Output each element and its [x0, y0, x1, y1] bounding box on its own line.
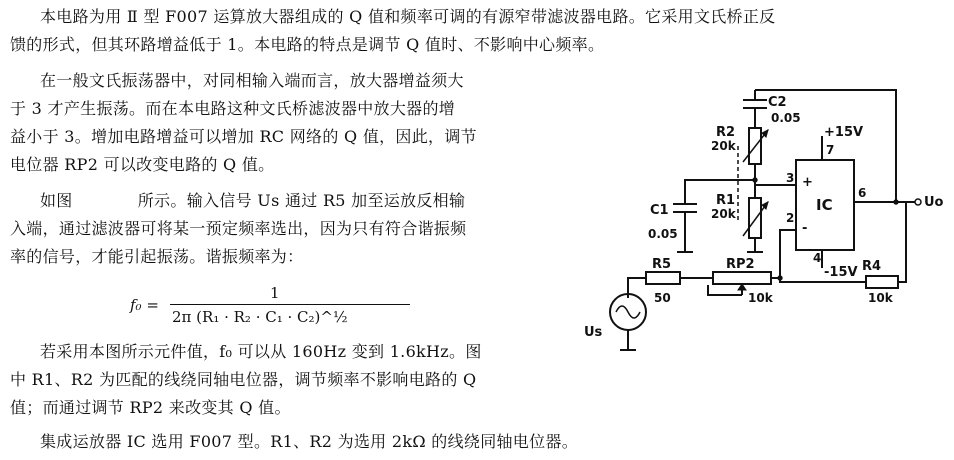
- pin2-label: 2: [786, 211, 795, 225]
- c2-value: 0.05: [771, 111, 801, 125]
- c1-label: C1: [650, 203, 669, 218]
- r4-value: 10k: [868, 291, 893, 305]
- paragraph-intro-line2: 馈的形式，但其环路增益低于 1。本电路的特点是调节 Q 值时、不影响中心频率。: [10, 35, 605, 54]
- formula-numerator: 1: [270, 284, 280, 302]
- vminus-label: -15V: [824, 265, 858, 280]
- pin7-label: 7: [826, 143, 835, 157]
- r1-value: 20k: [711, 207, 736, 221]
- rp2-body: [713, 272, 771, 284]
- r5-value: 50: [654, 291, 671, 305]
- sine-wave-icon: [616, 306, 640, 318]
- pin3-label: 3: [786, 171, 795, 185]
- r4-body: [866, 276, 898, 288]
- r1-body: [749, 198, 761, 238]
- c1-value: 0.05: [648, 227, 678, 241]
- output-terminal-icon: [915, 199, 921, 205]
- r4-label: R4: [862, 259, 882, 274]
- minus-sign: -: [802, 221, 808, 236]
- rp2-label: RP2: [726, 257, 755, 272]
- paragraph-components-line1: 集成运放器 IC 选用 F007 型。R1、R2 为选用 2kΩ 的线绕同轴电位器。: [40, 432, 578, 451]
- paragraph-oscillator-line2: 于 3 才产生振荡。而在本电路这种文氏桥滤波器中放大器的增: [10, 99, 456, 118]
- formula-lhs: f₀ =: [130, 296, 159, 314]
- r2-value: 20k: [711, 139, 736, 153]
- formula-fraction-bar: [170, 304, 410, 305]
- plus-sign: +: [802, 175, 813, 190]
- r2-label: R2: [716, 125, 736, 140]
- paragraph-values-line2: 中 R1、R2 为匹配的线绕同轴电位器，调节频率不影响电路的 Q: [10, 370, 477, 389]
- paragraph-figure-line3: 率的信号，才能引起振荡。谐振频率为：: [10, 247, 304, 266]
- pin4-label: 4: [813, 251, 822, 265]
- r5-label: R5: [652, 257, 672, 272]
- paragraph-oscillator-line1: 在一般文氏振荡器中，对同相输入端而言，放大器增益须大: [40, 71, 464, 90]
- source-label: Us: [584, 325, 603, 340]
- paragraph-values-line1: 若采用本图所示元件值，f₀ 可以从 160Hz 变到 1.6kHz。图: [40, 342, 482, 361]
- rp2-value: 10k: [748, 291, 773, 305]
- paragraph-values-line3: 值；而通过调节 RP2 来改变其 Q 值。: [10, 398, 291, 417]
- r5-body: [646, 272, 680, 284]
- paragraph-figure-line2: 入端，通过滤波器可将某一预定频率选出，因为只有符合谐振频: [10, 219, 467, 238]
- resonance-formula: [130, 284, 410, 330]
- paragraph-oscillator-line3: 益小于 3。增加电路增益可以增加 RC 网络的 Q 值，因此，调节: [10, 127, 477, 146]
- ic-label: IC: [816, 196, 833, 214]
- circuit-diagram: [568, 80, 954, 380]
- paragraph-intro-line1: 本电路为用 Ⅱ 型 F007 运算放大器组成的 Q 值和频率可调的有源窄带滤波器电路。它采用文氏桥正反: [40, 7, 776, 26]
- r1-label: R1: [716, 193, 736, 208]
- vplus-label: +15V: [824, 125, 864, 140]
- c2-label: C2: [768, 95, 787, 110]
- output-label: Uo: [924, 195, 944, 210]
- paragraph-oscillator-line4: 电位器 RP2 可以改变电路的 Q 值。: [10, 155, 275, 174]
- pin6-label: 6: [858, 186, 867, 200]
- paragraph-figure-line1: 如图 所示。输入信号 Us 通过 R5 加至运放反相输: [40, 191, 466, 210]
- formula-denominator: 2π (R₁ · R₂ · C₁ · C₂)^½: [172, 308, 348, 326]
